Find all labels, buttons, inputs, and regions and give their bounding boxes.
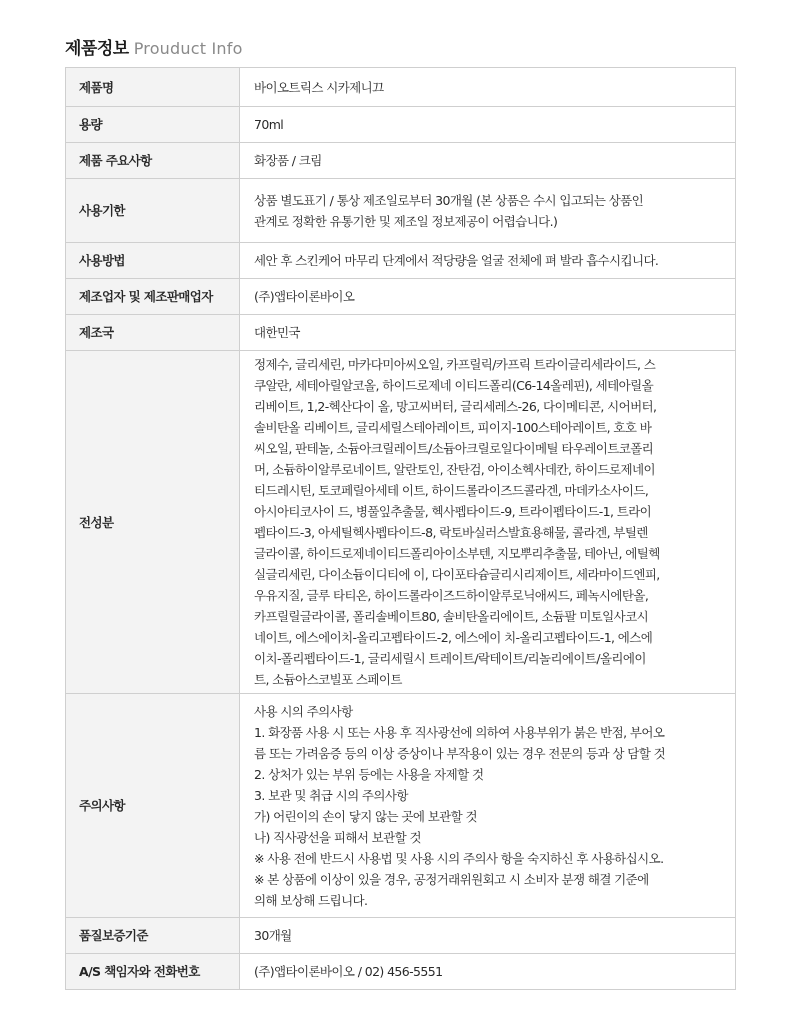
text-line: 우유지질, 글루 타티온, 하이드롤라이즈드하이알루로닉애씨드, 페녹시에탄올,	[254, 588, 649, 603]
label-main-info: 제품 주요사항	[66, 143, 240, 179]
label-product-name: 제품명	[66, 68, 240, 107]
text-line: 트, 소듐아스코빌포 스페이트	[254, 672, 402, 687]
text-line: 아시아티코사이 드, 병풀잎추출물, 헥사펩타이드-9, 트라이펩타이드-1, 트라이	[254, 504, 652, 519]
text-line: 머, 소듐하이알루로네이트, 알란토인, 잔탄검, 아이소헥사데칸, 하이드로제네이	[254, 462, 655, 477]
text-line: 1. 화장품 사용 시 또는 사용 후 직사광선에 의하여 사용부위가 붉은 반점, 부어오	[254, 724, 665, 740]
text-line: 사용 시의 주의사항	[254, 703, 353, 719]
text-line: 름 또는 가려움증 등의 이상 증상이나 부작용이 있는 경우 전문의 등과 상 담할 것	[254, 745, 666, 761]
text-line: 의해 보상해 드립니다.	[254, 892, 368, 908]
value-usage: 세안 후 스킨케어 마무리 단계에서 적당량을 얼굴 전체에 펴 발라 흡수시킵니다.	[240, 243, 736, 279]
label-manufacturer: 제조업자 및 제조판매업자	[66, 279, 240, 315]
label-as-contact: A/S 책임자와 전화번호	[66, 954, 240, 990]
text-line: 이치-폴리펩타이드-1, 글리세릴시 트레이트/락테이트/리놀리에이트/올리에이	[254, 651, 646, 666]
label-precautions: 주의사항	[66, 694, 240, 918]
text-line: 3. 보관 및 취급 시의 주의사항	[254, 787, 408, 803]
value-as-contact: (주)앱타이론바이오 / 02) 456-5551	[240, 954, 736, 990]
value-country: 대한민국	[240, 315, 736, 351]
label-ingredients: 전성분	[66, 351, 240, 694]
text-line: ※ 본 상품에 이상이 있을 경우, 공정거래위원회고 시 소비자 분쟁 해결 기준에	[254, 871, 649, 887]
section-title-english: Prouduct Info	[133, 39, 243, 58]
section-heading	[65, 34, 243, 60]
label-usage: 사용방법	[66, 243, 240, 279]
text-line: 관계로 정확한 유통기한 및 제조일 정보제공이 어렵습니다.)	[254, 213, 558, 229]
row-country	[66, 315, 736, 351]
value-volume: 70ml	[240, 107, 736, 143]
value-precautions	[240, 694, 736, 918]
text-line: 상품 별도표기 / 통상 제조일로부터 30개월 (본 상품은 수시 입고되는 상품인	[254, 192, 644, 208]
row-product-name	[66, 68, 736, 107]
value-product-name: 바이오트릭스 시카제니끄	[240, 68, 736, 107]
row-precautions	[66, 694, 736, 918]
text-line: 나) 직사광선을 피해서 보관할 것	[254, 829, 421, 845]
row-usage	[66, 243, 736, 279]
row-ingredients	[66, 351, 736, 694]
label-quality-guarantee: 품질보증기준	[66, 918, 240, 954]
value-manufacturer: (주)앱타이론바이오	[240, 279, 736, 315]
value-quality-guarantee: 30개월	[240, 918, 736, 954]
text-line: 가) 어린이의 손이 닿지 않는 곳에 보관할 것	[254, 808, 477, 824]
product-info-table	[65, 67, 736, 990]
text-line: ※ 사용 전에 반드시 사용법 및 사용 시의 주의사 항을 숙지하신 후 사용하십시오.	[254, 850, 664, 866]
text-line: 펩타이드-3, 아세틸헥사펩타이드-8, 락토바실러스발효용해물, 콜라겐, 부틸렌	[254, 525, 648, 540]
label-expiration: 사용기한	[66, 179, 240, 243]
row-expiration	[66, 179, 736, 243]
text-line: 실글리세린, 다이소듐이디티에 이, 다이포타슘글리시리제이트, 세라마이드엔피,	[254, 567, 660, 582]
section-title-korean: 제품정보	[65, 39, 129, 59]
text-line: 정제수, 글리세린, 마카다미아씨오일, 카프릴릭/카프릭 트라이글리세라이드, 스	[254, 357, 656, 372]
text-line: 솔비탄올 리베이트, 글리세릴스테아레이트, 피이지-100스테아레이트, 호호 바	[254, 420, 652, 435]
value-expiration	[240, 179, 736, 243]
label-country: 제조국	[66, 315, 240, 351]
label-volume: 용량	[66, 107, 240, 143]
text-line: 2. 상처가 있는 부위 등에는 사용을 자제할 것	[254, 766, 484, 782]
text-line: 네이트, 에스에이치-올리고펩타이드-2, 에스에이 치-올리고펩타이드-1, 에스에	[254, 630, 653, 645]
text-line: 카프릴릴글라이콜, 폴리솔베이트80, 솔비탄올리에이트, 소듐팔 미토일사코시	[254, 609, 649, 624]
row-as-contact	[66, 954, 736, 990]
text-line: 글라이콜, 하이드로제네이티드폴리아이소부텐, 지모뿌리추출물, 테아닌, 에틸헥	[254, 546, 660, 561]
value-main-info: 화장품 / 크림	[240, 143, 736, 179]
text-line: 티드레시틴, 토코페릴아세테 이트, 하이드롤라이즈드콜라겐, 마데카소사이드,	[254, 483, 649, 498]
value-ingredients	[240, 351, 736, 694]
text-line: 쿠알란, 세테아릴알코올, 하이드로제네 이티드폴리(C6-14올레핀), 세테아릴올	[254, 378, 654, 393]
row-main-info	[66, 143, 736, 179]
text-line: 리베이트, 1,2-헥산다이 올, 망고씨버터, 글리세레스-26, 다이메티콘, 시어버터,	[254, 399, 657, 414]
row-quality-guarantee	[66, 918, 736, 954]
text-line: 씨오일, 판테놀, 소듐아크릴레이트/소듐아크릴로일다이메틸 타우레이트코폴리	[254, 441, 654, 456]
row-manufacturer	[66, 279, 736, 315]
row-volume	[66, 107, 736, 143]
